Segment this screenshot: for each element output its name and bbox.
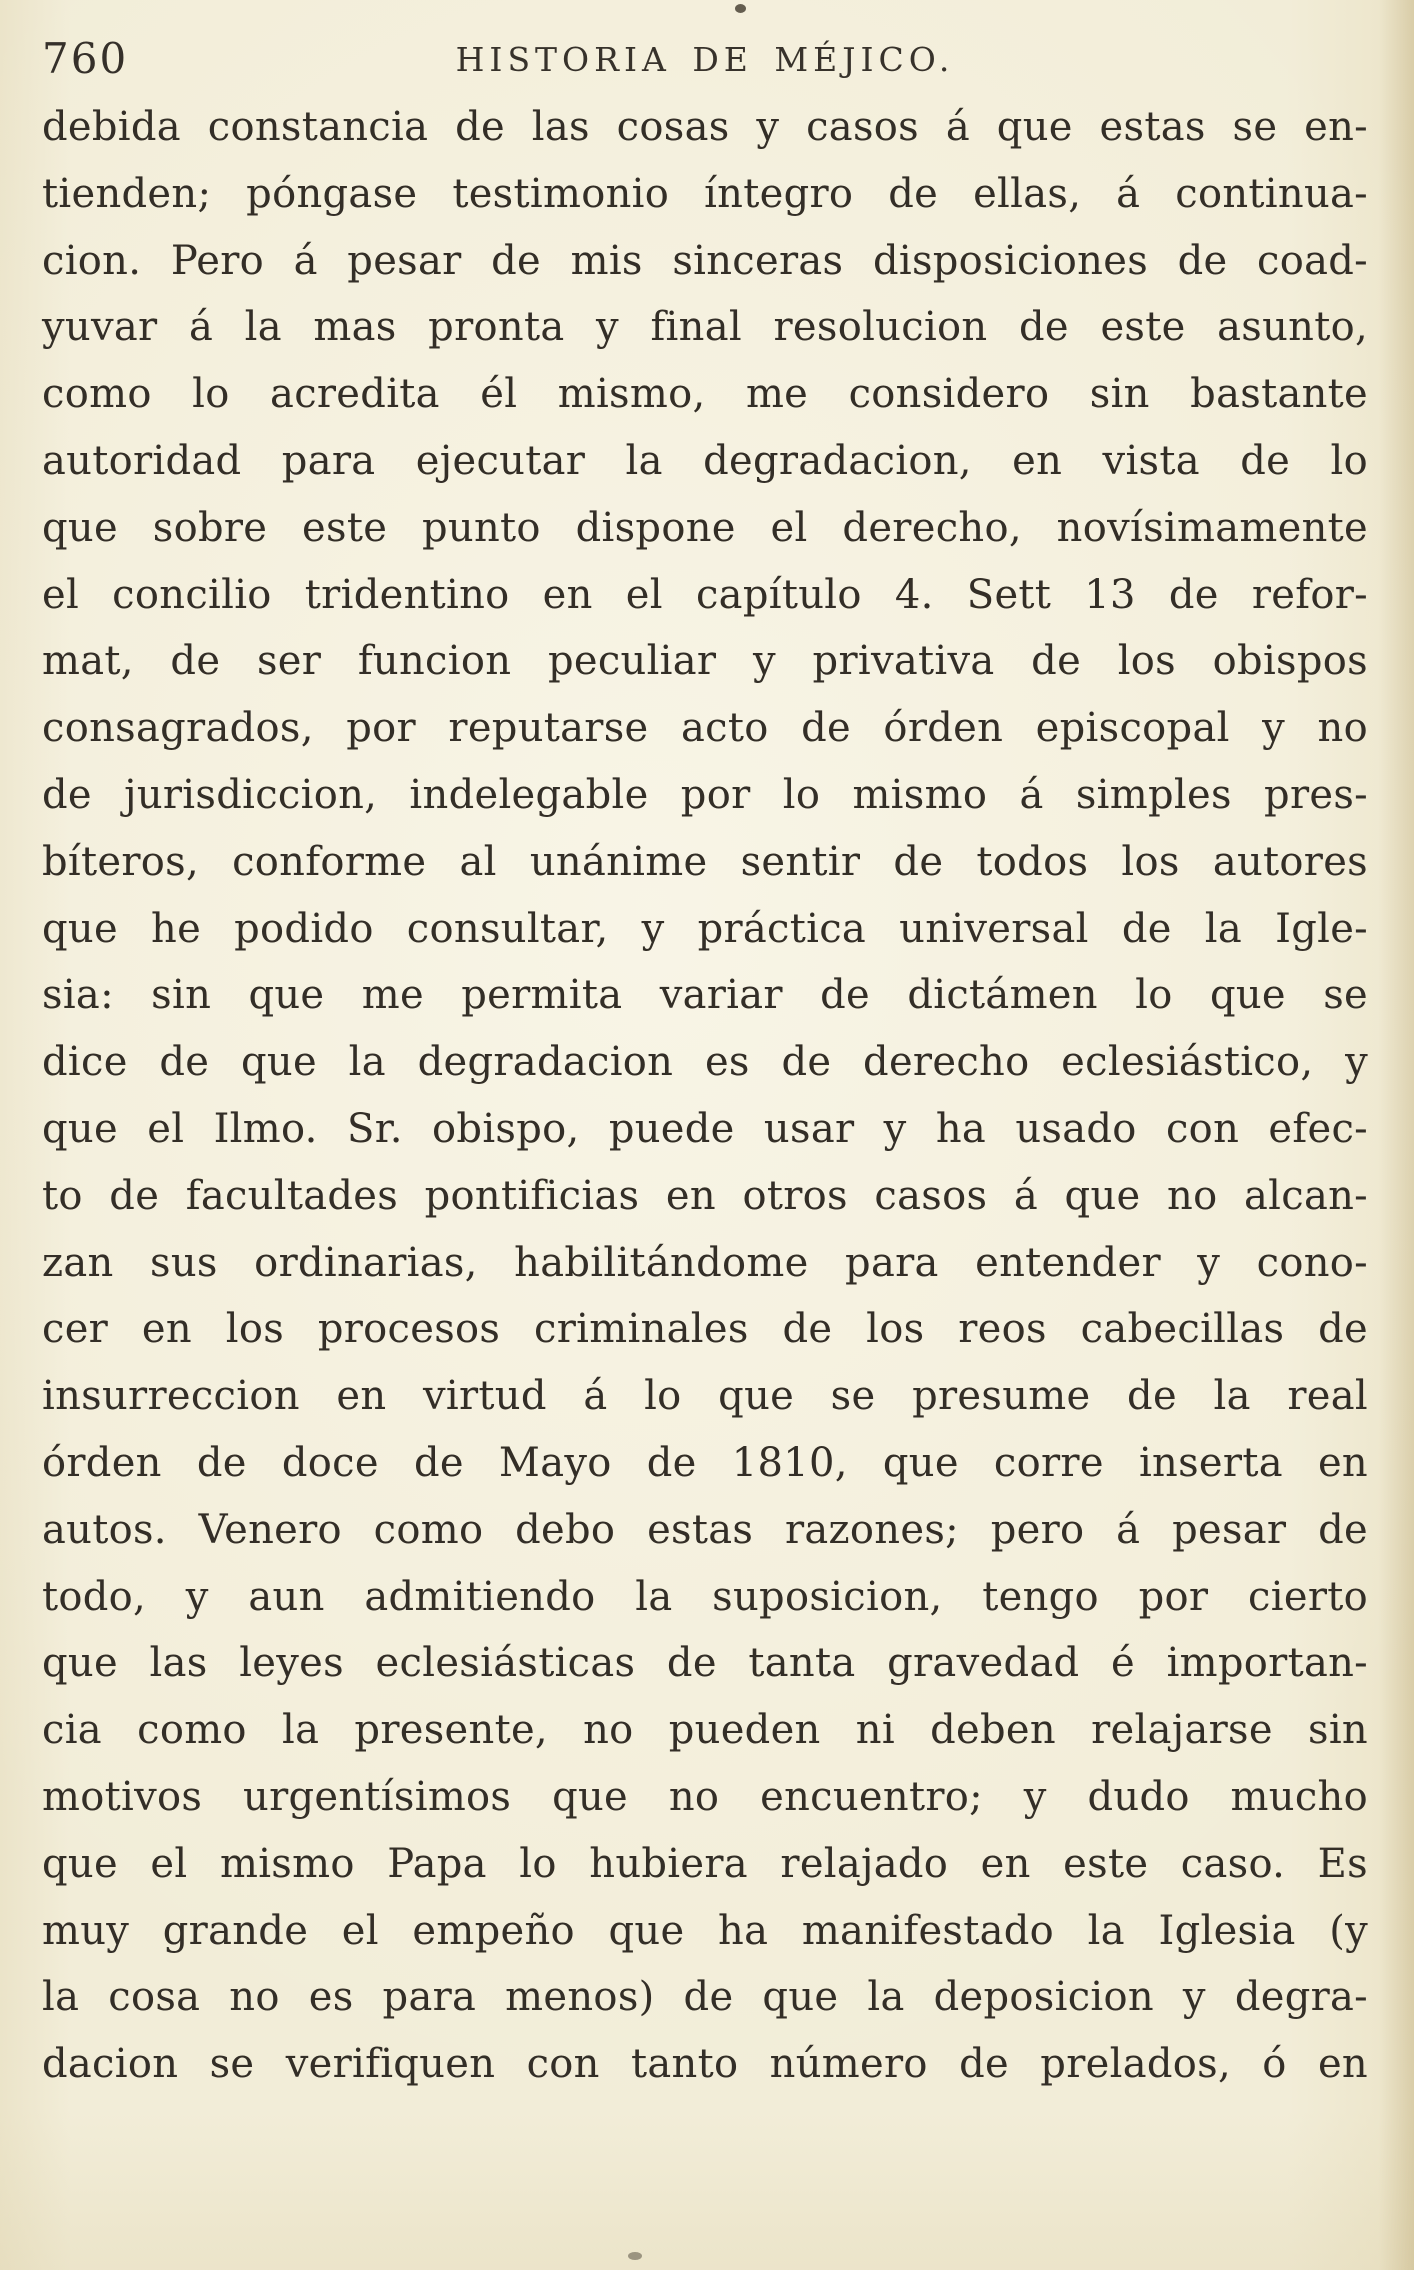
- text-line: sia: sin que me permita variar de dictámen lo que se: [42, 972, 1368, 1019]
- text-line: órden de doce de Mayo de 1810, que corre inserta en: [42, 1439, 1368, 1486]
- text-line: como lo acredita él mismo, me considero sin bastante: [42, 371, 1368, 418]
- text-line: que el mismo Papa lo hubiera relajado en este caso. Es: [42, 1840, 1368, 1887]
- running-title: HISTORIA DE MÉJICO.: [455, 40, 955, 79]
- text-line: que he podido consultar, y práctica universal de la Igle-: [42, 905, 1368, 952]
- text-line: yuvar á la mas pronta y final resolucion de este asunto,: [42, 304, 1368, 351]
- text-line: muy grande el empeño que ha manifestado la Iglesia (y: [42, 1907, 1368, 1954]
- text-line: to de facultades pontificias en otros casos á que no alcan-: [42, 1172, 1368, 1219]
- text-line: dacion se verifiquen con tanto número de prelados, ó en: [42, 2041, 1368, 2088]
- text-line: que sobre este punto dispone el derecho, novísimamente: [42, 504, 1368, 551]
- text-line: zan sus ordinarias, habilitándome para entender y cono-: [42, 1239, 1368, 1286]
- text-line: el concilio tridentino en el capítulo 4. Sett 13 de refor-: [42, 571, 1368, 618]
- text-line: autoridad para ejecutar la degradacion, en vista de lo: [42, 437, 1368, 484]
- text-line: de jurisdiccion, indelegable por lo mismo á simples pres-: [42, 771, 1368, 818]
- text-line: motivos urgentísimos que no encuentro; y dudo mucho: [42, 1773, 1368, 1820]
- text-line: cer en los procesos criminales de los reos cabecillas de: [42, 1306, 1368, 1353]
- text-line: que las leyes eclesiásticas de tanta gravedad é importan-: [42, 1640, 1368, 1687]
- text-line: mat, de ser funcion peculiar y privativa de los obispos: [42, 638, 1368, 685]
- text-line: cion. Pero á pesar de mis sinceras disposiciones de coad-: [42, 237, 1368, 284]
- text-line: consagrados, por reputarse acto de órden episcopal y no: [42, 705, 1368, 752]
- scan-speck: [628, 2252, 642, 2260]
- text-line: tienden; póngase testimonio íntegro de ellas, á continua-: [42, 170, 1368, 217]
- body-text: [42, 94, 1368, 2098]
- text-line: autos. Venero como debo estas razones; pero á pesar de: [42, 1506, 1368, 1553]
- page-header: [42, 34, 1368, 94]
- page-number: 760: [42, 34, 129, 83]
- text-line: que el Ilmo. Sr. obispo, puede usar y ha usado con efec-: [42, 1105, 1368, 1152]
- text-line: todo, y aun admitiendo la suposicion, tengo por cierto: [42, 1573, 1368, 1620]
- text-line: dice de que la degradacion es de derecho eclesiástico, y: [42, 1039, 1368, 1086]
- text-line: debida constancia de las cosas y casos á que estas se en-: [42, 104, 1368, 150]
- text-line: cia como la presente, no pueden ni deben relajarse sin: [42, 1707, 1368, 1754]
- text-line: la cosa no es para menos) de que la deposicion y degra-: [42, 1974, 1368, 2021]
- scan-speck: [735, 4, 746, 13]
- text-line: bíteros, conforme al unánime sentir de todos los autores: [42, 838, 1368, 885]
- text-line: insurreccion en virtud á lo que se presume de la real: [42, 1373, 1368, 1420]
